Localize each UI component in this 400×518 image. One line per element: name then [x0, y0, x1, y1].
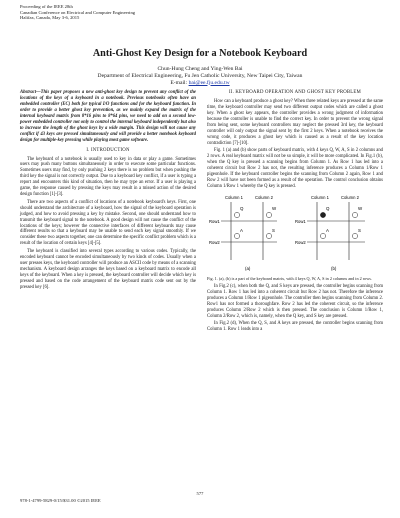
panel-b-label: (b) [331, 265, 337, 271]
proceedings-line-3: Halifax, Canada, May 3-6, 2015 [20, 15, 80, 21]
author-names: Chun-Hung Cheng and Ying-Wen Bai [157, 66, 243, 72]
row-2-label-a: Row2 [209, 239, 220, 245]
paper-title: Anti-Ghost Key Design for a Notebook Keyboard [92, 48, 308, 59]
proceedings-line-1: Proceeding of the IEEE 28th [20, 4, 73, 9]
row-1-label-a: Row1 [209, 218, 220, 224]
isbn-copyright: 978-1-4799-5829-0/15/$31.00 ©2015 IEEE [20, 498, 101, 503]
key-q-label-b: Q [326, 205, 330, 211]
key-w-switch-b [352, 212, 357, 217]
figure-1-caption: Fig. 1. (a), (b) is a part of the keyboard matrix, with 4 keys Q, W, A, S in 2 columns and in 2 rows. [207, 275, 372, 281]
row-2-label-b: Row2 [295, 239, 306, 245]
key-w-label-b: W [358, 205, 363, 211]
section2-paragraph-1: How can a keyboard produce a ghost key? When three related keys are pressed at the same time, the keyboard controller may send two different output codes which are called a ghost key. When a ghost key appears, the controller provides a wrong judgment of information because the controller is unable to find the correct key. In order to prevent the wrong signal from being sent, some keyboard controllers may neglect the pressed 3rd key, the keyboard controller will only output the signal sent by the first 2 keys. When a notebook receives the wrong code, it produces a ghost key which is caused as a result of the key location contradiction [7]-[10]. [207, 98, 383, 146]
key-s-label-a: S [272, 227, 275, 233]
email-label: E-mail: [170, 79, 189, 86]
keyboard-matrix-diagram [207, 192, 383, 274]
intro-paragraph-3: The keyboard is classified into several types according to various codes. Typically, the encoded keyboard cannot be encoded simultaneously by two kinds of codes. Usually when a user presses keys, the keyboard controller will produce an ASCII code by means of a scanning mechanism. A keyboard design arranges the keys based on a keyboard matrix to encode all keys of the keyboard. When a key is pressed, the keyboard controller will decide which key is pressed and based on the code arrangement of the keyboard matrix code sent out by the pressed key [6]. [20, 248, 196, 290]
key-q-switch-b-pressed [320, 212, 325, 217]
panel-b [295, 195, 365, 271]
row-1-label-b: Row1 [295, 218, 306, 224]
author-block [0, 66, 400, 86]
column-1-label-a: Column 1 [225, 194, 243, 200]
proceedings-line-2: Canadian Conference on Electrical and Computer Engineering [20, 9, 136, 15]
section2-paragraph-2: Fig. 1 (a) and (b) show parts of keyboard matrix, with 4 keys Q, W, A, S in 2 columns and 2 rows. A real keyboard matrix will not be so simple, it will be more complicated. In Fig.1 (b), when the Q key is pressed a scanning begins from Column 1. As Row 1 has led into a coherent circuit but Row 2 has not, the resulting inference produces a Column 1/Row 1 pigeonhole. If the keyboard controller begins the scanning from Column 2 again, Row 1 and Row 2 will have not been formed as a result of the operation. The control conclusion obtains Column 1/Row 1 whereby the Q key is pressed. [207, 148, 383, 189]
column-2-label-a: Column 2 [255, 194, 273, 200]
key-q-label-a: Q [240, 205, 244, 211]
proceedings-header [20, 4, 135, 21]
left-column [20, 90, 196, 292]
figure-1 [207, 192, 383, 274]
author-email [0, 80, 400, 87]
key-a-label-b: A [326, 227, 329, 233]
key-a-switch-b [320, 233, 325, 238]
key-q-switch-a [234, 212, 239, 217]
section-heading-introduction: I. INTRODUCTION [86, 147, 130, 153]
section2-paragraph-3: In Fig.2 (c), when both the Q, and S keys are pressed, the controller begins scanning from Column 1. Row 1 has led into a coherent circuit but Row 2 has not. Therefore the inference produces a Column 1/Row 1 pigeonhole. The controller then begins scanning from Column 2. Row1 has not formed a thoroughfare. Row 2 has led the coherent circuit, so the inference produces Column 2/Row 2 which is then pressed. The conclusion is Column 1/Row 1, Column 2/Row 2, which is, namely, when the Q key, and S key are pressed. [207, 283, 383, 319]
section-heading-keyboard-operation: II. KEYBOARD OPERATION AND GHOST KEY PROBLEM [228, 90, 362, 95]
section2-paragraph-4: In Fig.2 (d), When the Q, S, and A keys are pressed, the controller begins scanning from Column 1. Row 1 leads into a [207, 321, 383, 333]
key-s-switch-a [266, 233, 271, 238]
key-s-label-b: S [358, 227, 361, 233]
column-2-label-b: Column 2 [341, 194, 359, 200]
column-1-label-b: Column 1 [311, 194, 329, 200]
page-number: 577 [196, 491, 204, 496]
abstract: Abstract—This paper proposes a new anti-ghost key design to prevent any conflict of the locations of the keys of a keyboard in a notebook. Previous notebooks often have an embedded controller (EC) both for typical I/O functions and for the keyboard function. In order to provide a better ghost key prevention, as we mainly expand the matrix of the internal keyboard matrix from 8*16 pins to 8*64 pins, we need to add on a second low-power embedded controller not only to control the internal keyboard independently but also to increase the length of the ghost keys by a wide margin. This design will not cause any conflict if 43 keys are pressed simultaneously and will provide a better notebook keyboard design for multiple-key pressing while playing most game software. [20, 90, 196, 143]
key-w-label-a: W [272, 205, 277, 211]
email-link[interactable]: bai@ee.fju.edu.tw [188, 79, 230, 86]
key-a-switch-a [234, 233, 239, 238]
author-affiliation: Department of Electrical Engineering, Fu Jen Catholic University, New Taipei City, Taiwan [97, 72, 303, 79]
right-column [207, 90, 383, 335]
panel-a-label: (a) [245, 265, 251, 271]
key-s-switch-b [352, 233, 357, 238]
key-a-label-a: A [240, 227, 243, 233]
key-w-switch-a [266, 212, 271, 217]
intro-paragraph-1: The keyboard of a notebook is usually used to key in data or play a game. Sometimes users may push many buttons simultaneously in order to execute some particular functions. Sometimes users may find, by only pushing 2 keys there is no problem but when pushing the third key the signal is not correctly output. Due to a keyboard key conflict, if a user is typing a report and encounters this kind of situation, then he may type an error. If a user is playing a game, the response caused by pressing the keys may result in a missed action of the desired design function [1]-[3]. [20, 156, 196, 198]
panel-a [209, 195, 277, 271]
intro-paragraph-2: There are two aspects of a conflict of locations of a notebook keyboard's keys. First, one should understand the architecture of a keyboard, how the signal of the keyboard operation is judged, and how to avoid pressing a key by mistake. Second, one should understand how to transmit the keyboard signal to the notebook. A good design will not cause the conflict of the locations of the keys; however the connective interfaces of different keyboards may cause different results so that a keyboard may be unable to send each key signal smoothly. If we consider these two aspects together, one can determine the specific conflict problem which is a result of the location of certain keys [4]-[5]. [20, 199, 196, 247]
